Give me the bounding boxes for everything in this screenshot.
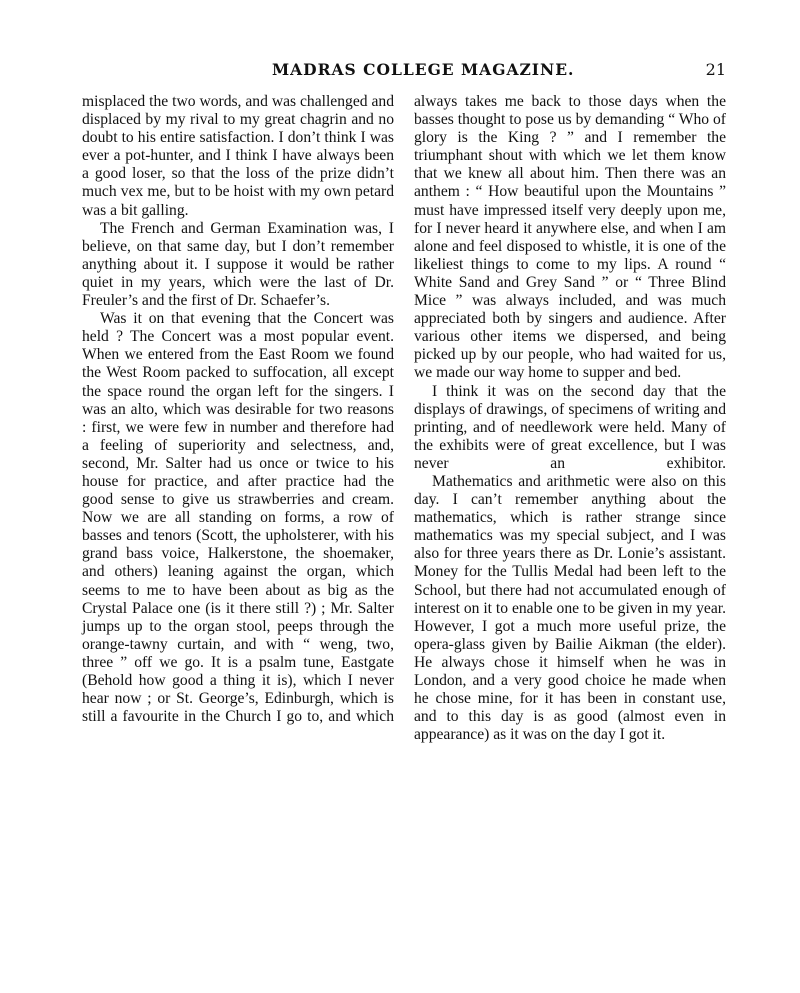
right-column: [414, 93, 726, 744]
paragraph: Was it on that evening that the Concert was held ? The Concert was a most popular event. When we entered from the East Room we found the West Room packed to suffocation, all except the space round the organ left for the singers. I was an alto, which was desirable for two reasons : first, we were few in number and therefore had a feeling of superiority and selectness, and, second, Mr. Salter had us once or twice to his house for practice, and after practice had the good sense to give us strawberries and cream. Now we are all standing on forms, a row of basses and tenors (Scott, the upholsterer, with his grand bass voice, Halkerstone, the shoemaker, and others) leaning against the organ, which seems to me to have been about as big as the Crystal Palace one (is it there still ?) ; Mr. Salter jumps up to the organ stool, peeps through the orange-tawny curtain, and with “ weng, two, three ” off we go. It is a psalm tune, Eastgate (Behold how good a thing it is), which I never hear now ; or St. George’s, Edinburgh, which is still a favourite in the Church I go to, and which: [82, 310, 394, 726]
left-column: [82, 93, 394, 726]
paragraph: I think it was on the second day that the displays of drawings, of specimens of writing and printing, and of needlework were held. Many of the exhibits were of great excellence, but I was never an exhibitor.: [414, 382, 726, 472]
paragraph: The French and German Examination was, I believe, on that same day, but I don’t remember anything about it. I suppose it would be rather quiet in my years, which were the last of Dr. Freuler’s and the first of Dr. Schaefer’s.: [82, 219, 394, 310]
magazine-title: MADRAS COLLEGE MAGAZINE.: [272, 60, 575, 79]
paragraph: misplaced the two words, and was challenged and displaced by my rival to my great chagrin and no doubt to his entire satisfaction. I don’t think I was ever a pot-hunter, and I think I have always been a good loser, so that the loss of the prize didn’t much vex me, but to be hoist with my own petard was a bit galling.: [82, 93, 394, 219]
page-number: 21: [705, 60, 726, 79]
running-header: [82, 60, 730, 84]
paragraph: always takes me back to those days when the basses thought to pose us by demanding “ Who of glory is the King ? ” and I remember the triumphant shout with which we let them know that we knew all about him. Then there was an anthem : “ How beautiful upon the Mountains ” must have impressed itself very deeply upon me, for I never heard it anywhere else, and when I am alone and feel disposed to whistle, it is one of the likeliest things to come to my lips. A round “ White Sand and Grey Sand ” or “ Three Blind Mice ” was always included, and was much appreciated both by singers and audience. After various other items we dispersed, and being picked up by our people, who had waited for us, we made our way home to supper and bed.: [414, 93, 726, 382]
paragraph: Mathematics and arithmetic were also on this day. I can’t remember anything about the mathematics, which is rather strange since mathematics was my special subject, and I was also for three years there as Dr. Lonie’s assistant. Money for the Tullis Medal had been left to the School, but there had not accumulated enough of interest on it to enable one to be given in my year. However, I got a much more useful prize, the opera-glass given by Bailie Aikman (the elder). He always chose it himself when he was in London, and a very good choice he made when he chose mine, for it has been in constant use, and to this day is as good (almost even in appearance) as it was on the day I got it.: [414, 472, 726, 744]
